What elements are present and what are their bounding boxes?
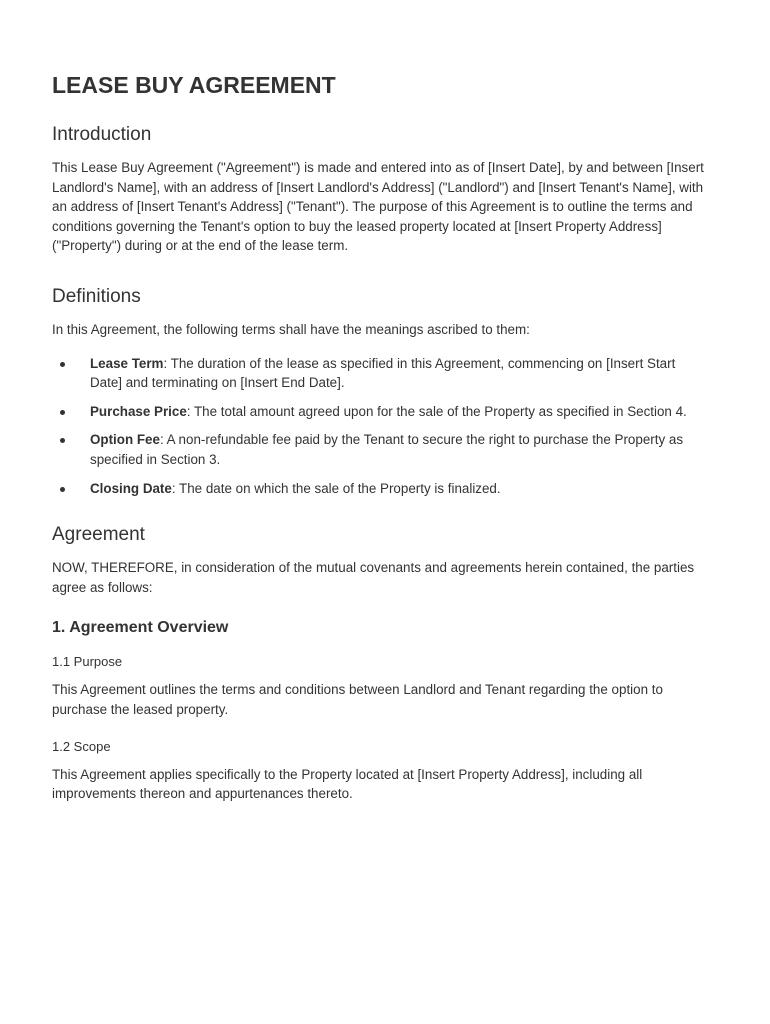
overview-heading: 1. Agreement Overview [52, 619, 229, 637]
scope-subsection [52, 738, 718, 804]
scope-body: This Agreement applies specifically to the Property located at [Insert Property Address], including all improvements thereon and appurtenances thereto. [52, 766, 643, 802]
agreement-heading: Agreement [52, 524, 145, 546]
definition-text: : A non-refundable fee paid by the Tenant to secure the right to purchase the Property as specified in Section 3. [90, 432, 684, 467]
definition-text: : The total amount agreed upon for the sale of the Property as specified in Section 4. [186, 403, 687, 419]
list-item [90, 402, 718, 422]
bullet-icon [60, 410, 65, 415]
definitions-list [52, 354, 718, 499]
bullet-icon [60, 487, 65, 492]
definition-term: Lease Term [90, 355, 164, 371]
list-item [90, 479, 718, 499]
scope-heading: 1.2 Scope [52, 738, 111, 754]
list-item [90, 354, 718, 393]
introduction-heading: Introduction [52, 124, 152, 145]
introduction-section [52, 122, 718, 256]
purpose-body: This Agreement outlines the terms and conditions between Landlord and Tenant regarding the option to purchase the leased property. [52, 682, 663, 717]
definition-text: : The date on which the sale of the Property is finalized. [171, 480, 501, 496]
bullet-icon [60, 438, 65, 443]
definition-term: Closing Date [90, 480, 172, 496]
definition-text: : The duration of the lease as specified in this Agreement, commencing on [Insert Start Date] and terminating on [Insert End Date]. [90, 355, 676, 391]
definition-term: Purchase Price [90, 403, 187, 419]
definitions-heading: Definitions [52, 285, 141, 307]
agreement-section [52, 522, 718, 597]
list-item [90, 430, 718, 469]
introduction-body: This Lease Buy Agreement ("Agreement") is made and entered into as of [Insert Date], by and between [Insert Landlord's Name], with an address of [Insert Landlord's Address] ("Landlord") and [Insert Tenant's Name], with an address of [Insert Tenant's Address] ("Tenant"). The purpose of this Agreement is to outline the terms and conditions governing the Tenant's option to buy the leased property located at [Insert Property Address] ("Property") during or at the end of the lease term. [52, 160, 704, 254]
definition-term: Option Fee [90, 432, 160, 448]
purpose-subsection [52, 653, 718, 719]
agreement-body: NOW, THEREFORE, in consideration of the mutual covenants and agreements herein contained, the parties agree as follows: [52, 560, 695, 595]
overview-section [52, 617, 718, 803]
purpose-heading: 1.1 Purpose [52, 654, 123, 670]
document-title: LEASE BUY AGREEMENT [52, 72, 336, 98]
bullet-icon [60, 362, 65, 367]
definitions-section [52, 284, 718, 498]
definitions-intro: In this Agreement, the following terms shall have the meanings ascribed to them: [52, 321, 530, 337]
